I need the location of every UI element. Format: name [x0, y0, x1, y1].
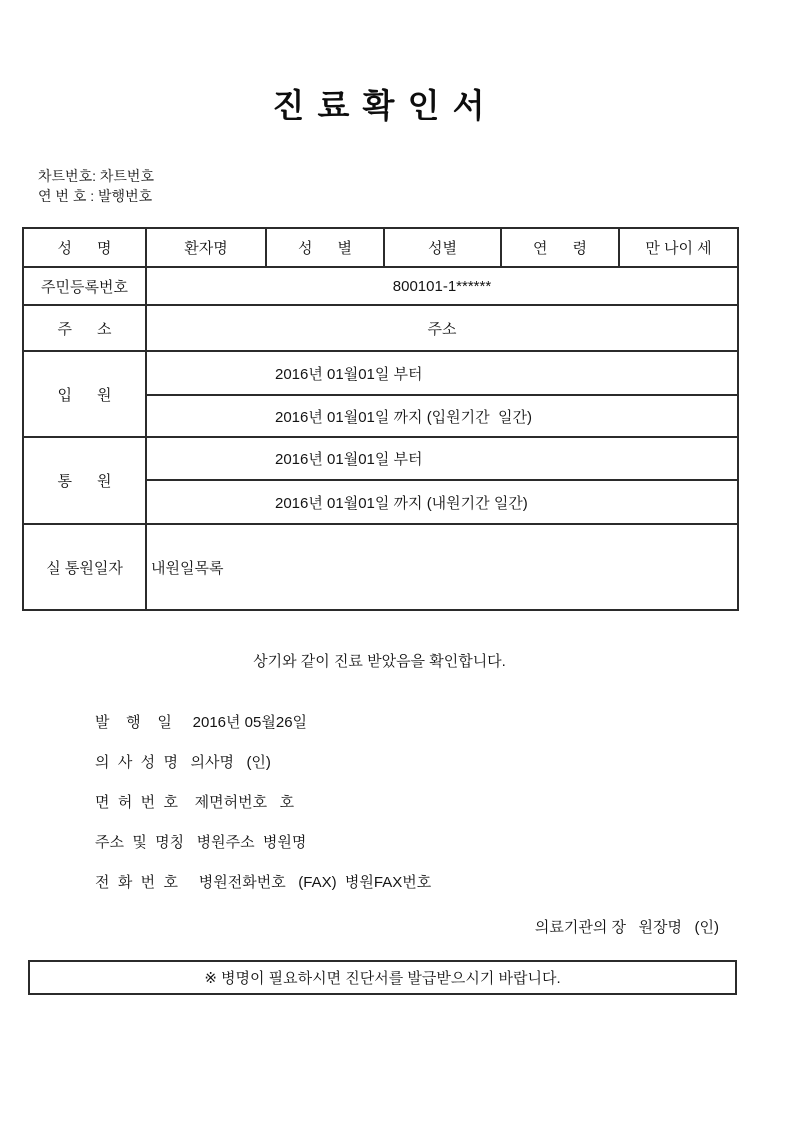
confirmation-statement: 상기와 같이 진료 받았음을 확인합니다.	[253, 653, 506, 670]
table-row-address	[23, 305, 738, 351]
name-value-cell: 환자명	[146, 228, 266, 267]
patient-info-table	[22, 227, 739, 611]
admission-to-cell: 2016년 01월01일 까지 (입원기간 일간)	[146, 395, 738, 437]
table-row-actual-visits	[23, 524, 738, 610]
director-signature-line: 의료기관의 장 원장명 (인)	[534, 919, 719, 936]
hospital-address-name-line: 주소 및 명칭 병원주소 병원명	[95, 834, 307, 851]
admission-from-cell: 2016년 01월01일 부터	[146, 351, 738, 395]
gender-value-cell: 성별	[384, 228, 501, 267]
table-row-resident-id	[23, 267, 738, 305]
address-label-cell: 주 소	[23, 305, 146, 351]
table-row-header	[23, 228, 738, 267]
resident-id-value-cell: 800101-1******	[146, 267, 738, 305]
phone-fax-line: 전 화 번 호 병원전화번호 (FAX) 병원FAX번호	[95, 874, 432, 891]
name-label-cell: 성 명	[23, 228, 146, 267]
resident-id-label-cell: 주민등록번호	[23, 267, 146, 305]
document-title: 진 료 확 인 서	[272, 87, 487, 124]
table-row-outpatient-from	[23, 437, 738, 480]
serial-number-line: 연 번 호 : 발행번호	[38, 188, 153, 204]
chart-number-line: 차트번호: 차트번호	[38, 168, 154, 184]
notice-box	[28, 960, 737, 995]
actual-visits-label-cell: 실 통원일자	[23, 524, 146, 610]
outpatient-to-cell: 2016년 01월01일 까지 (내원기간 일간)	[146, 480, 738, 524]
issue-date-line: 발 행 일 2016년 05월26일	[95, 714, 308, 731]
notice-text: ※ 병명이 필요하시면 진단서를 발급받으시기 바랍니다.	[204, 970, 561, 987]
license-number-line: 면 허 번 호 제면허번호 호	[95, 794, 295, 811]
age-label-cell: 연 령	[501, 228, 619, 267]
doctor-name-line: 의 사 성 명 의사명 (인)	[95, 754, 271, 771]
admission-label-cell: 입 원	[23, 351, 146, 437]
age-value-cell: 만 나이 세	[619, 228, 738, 267]
outpatient-label-cell: 통 원	[23, 437, 146, 524]
actual-visits-value-cell: 내원일목록	[146, 524, 738, 610]
table-row-admission-from	[23, 351, 738, 395]
address-value-cell: 주소	[146, 305, 738, 351]
outpatient-from-cell: 2016년 01월01일 부터	[146, 437, 738, 480]
issue-info-block	[95, 703, 431, 903]
document-meta	[38, 166, 154, 206]
gender-label-cell: 성 별	[266, 228, 384, 267]
